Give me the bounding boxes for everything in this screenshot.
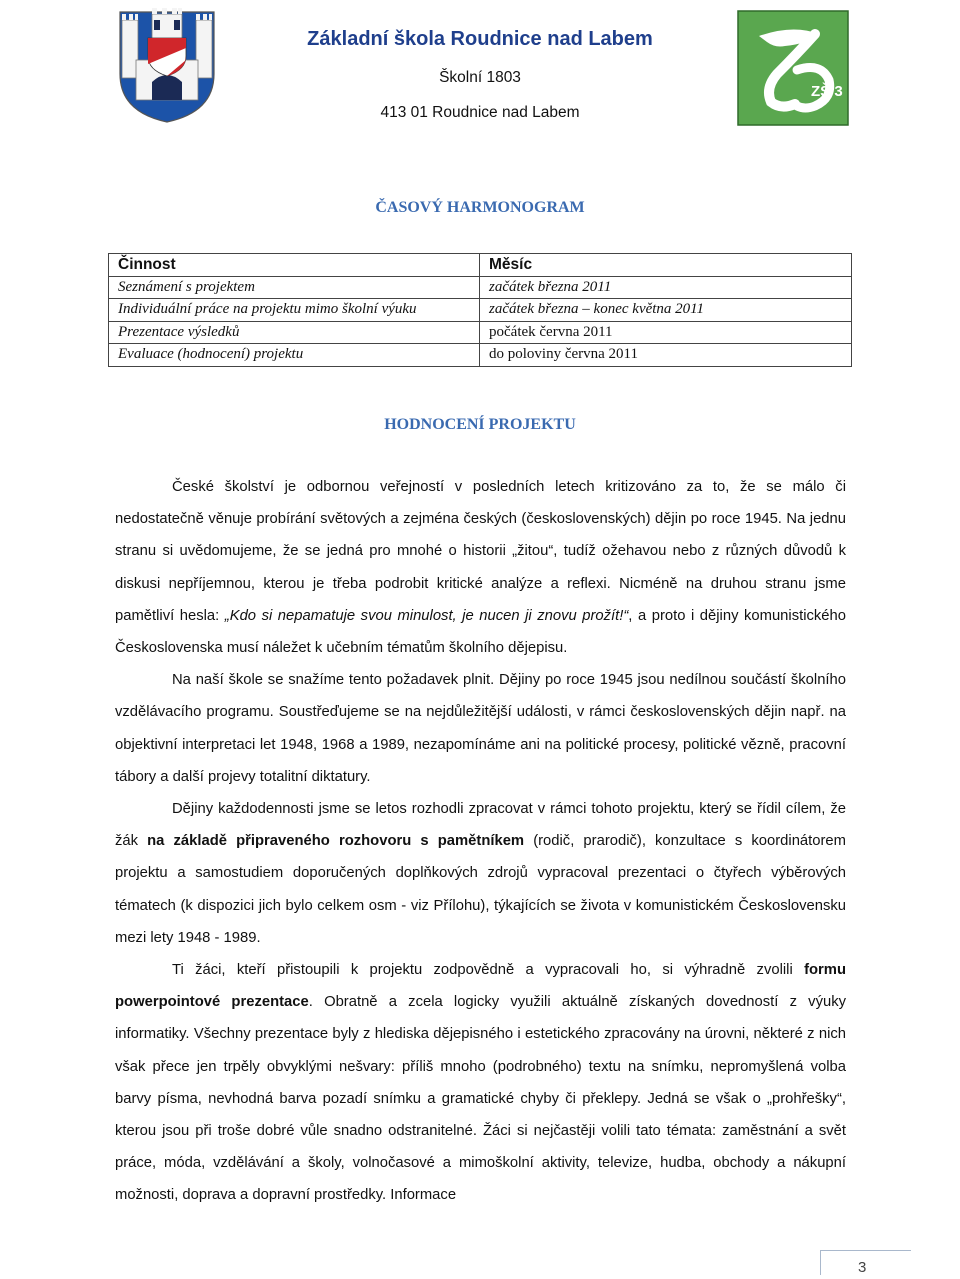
p3-bold: na základě připraveného rozhovoru s pamětníkem xyxy=(147,833,525,850)
paragraph-1 xyxy=(115,471,846,664)
col-month-header: Měsíc xyxy=(480,254,852,277)
table-row xyxy=(109,276,852,299)
logo-text: ZŠ 3 xyxy=(811,83,843,100)
school-name: Základní škola Roudnice nad Labem xyxy=(307,28,653,50)
p1-text-b: , a proto i dějiny komunistického Československa musí náležet k učebním tématům školního dějepisu. xyxy=(115,607,846,657)
school-city: 413 01 Roudnice nad Labem xyxy=(380,104,580,121)
school-zs3-logo-icon xyxy=(737,10,849,126)
school-street: Školní 1803 xyxy=(439,69,521,86)
table-row xyxy=(109,321,852,344)
p4-text-a: Ti žáci, kteří přistoupili k projektu zodpovědně a vypracovali ho, si výhradně zvolili xyxy=(172,962,805,979)
page-number: 3 xyxy=(858,1259,867,1276)
month-cell: začátek března 2011 xyxy=(480,276,852,299)
evaluation-body xyxy=(115,471,846,1212)
evaluation-heading: HODNOCENÍ PROJEKTU xyxy=(384,416,576,433)
activity-cell: Prezentace výsledků xyxy=(109,321,480,344)
schedule-table xyxy=(108,253,852,367)
p1-text-a: České školství je odbornou veřejností v posledních letech kritizováno za to, že se málo či nedostatečně věnuje probírání světových a zejména českých (československých) dějin po roce 1945. Na jednu stranu si uvědomujeme, že se jedná pro mnohé o historii „žitou“, tudíž ožehavou nebo z různých důvodů k diskusi nepříjemnou, kterou je třeba podrobit kritické analýze a reflexi. Nicméně na druhou stranu jsme pamětliví hesla: xyxy=(115,479,846,624)
paragraph-4 xyxy=(115,954,846,1212)
activity-cell: Seznámení s projektem xyxy=(109,276,480,299)
month-cell: začátek března – konec května 2011 xyxy=(480,299,852,322)
table-row xyxy=(109,299,852,322)
paragraph-3 xyxy=(115,793,846,954)
col-activity-header: Činnost xyxy=(109,254,480,277)
paragraph-2: Na naší škole se snažíme tento požadavek plnit. Dějiny po roce 1945 jsou nedílnou součástí školního vzdělávacího programu. Soustřeďujeme se na nejdůležitější události, v rámci československých dějin např. na objektivní interpretaci let 1948, 1968 a 1989, nezapomínáme ani na politické procesy, politické vězně, pracovní tábory a další projevy totalitní diktatury. xyxy=(115,672,846,785)
table-header-row xyxy=(109,254,852,277)
p3-text-a: Dějiny každodennosti jsme se letos rozhodli zpracovat v rámci tohoto projektu, který se řídil cílem, že žák xyxy=(115,801,846,850)
schedule-heading: ČASOVÝ HARMONOGRAM xyxy=(375,199,585,216)
activity-cell: Evaluace (hodnocení) projektu xyxy=(109,344,480,367)
town-crest-icon xyxy=(112,4,222,124)
p1-quote: „Kdo si nepamatuje svou minulost, je nucen ji znovu prožít!“ xyxy=(224,607,629,624)
table-row xyxy=(109,344,852,367)
month-cell: počátek června 2011 xyxy=(480,321,852,344)
month-cell: do poloviny června 2011 xyxy=(480,344,852,367)
p4-bold: formu powerpointové prezentace xyxy=(115,962,846,1011)
activity-cell: Individuální práce na projektu mimo školní výuku xyxy=(109,299,480,322)
p3-text-b: (rodič, prarodič), konzultace s koordinátorem projektu a samostudiem doporučených doplňkových zdrojů vypracoval prezentaci o čtyřech výběrových tématech (k dispozici jich bylo celkem osm - viz Přílohu), týkajících se života v komunistickém Československu mezi lety 1948 - 1989. xyxy=(115,833,846,946)
p4-text-b: . Obratně a zcela logicky využili aktuálně získaných dovedností z výuky informatiky. Všechny prezentace byly z hlediska dějepisného i estetického zpracovány na úrovni, některé z nich však přece jen trpěly obvyklými nešvary: příliš mnoho (podrobného) textu na snímku, nepromyšlená volba barvy písma, nevhodná barva pozadí snímku a gramatické chyby či překlepy. Jedná se však o „prohřešky“, kterou jsou při troše dobré vůle snadno odstranitelné. Žáci si nejčastěji volili tato témata: zaměstnání a svět práce, móda, vzdělávání a školy, volnočasové a mimoškolní aktivity, televize, hudba, obchody a nákupní možnosti, doprava a dopravní prostředky. Informace xyxy=(115,994,846,1204)
